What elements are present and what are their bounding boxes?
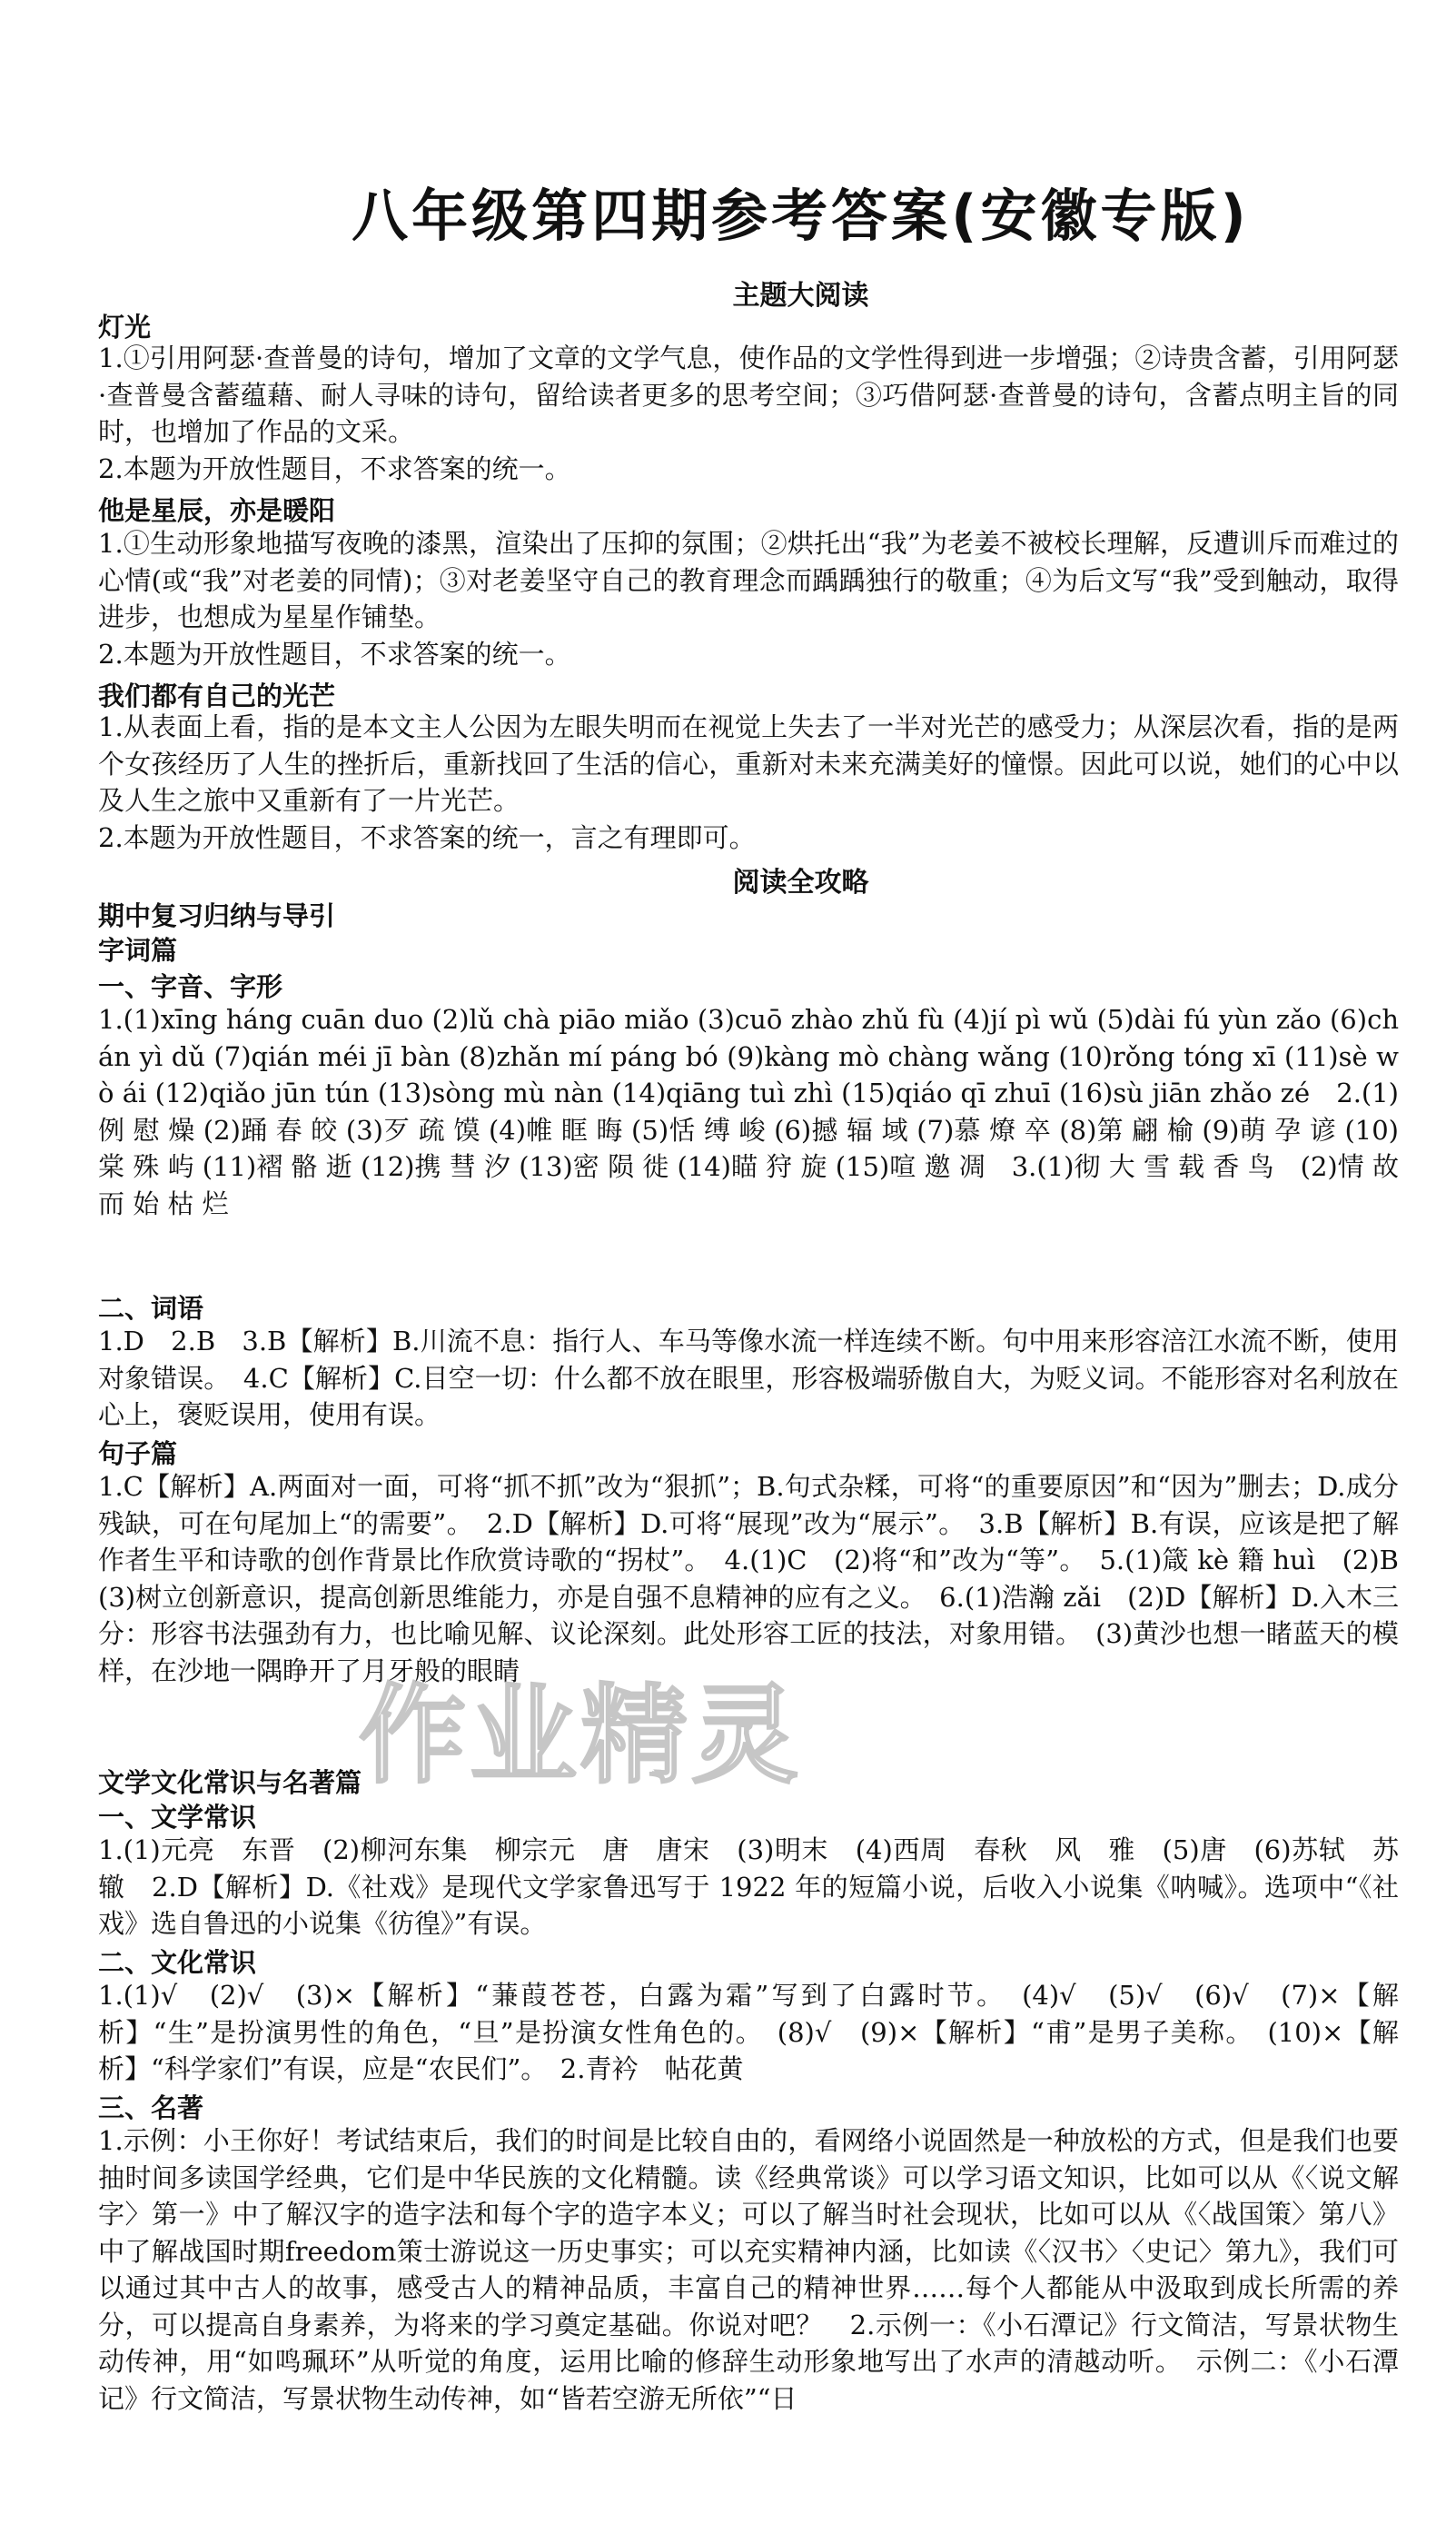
juzi-answers: 1.C【解析】A.两面对一面，可将“抓不抓”改为“狠抓”；B.句式杂糅，可将“的重要原因”和“因为”删去；D.成分残缺，可在句尾加上“的需要”。 2.D【解析】D.可将“展现”改为“展示”。 3.B【解析】B.有误，应该是把了解作者生平和诗歌的创作背景比作欣赏诗歌的“拐杖”。 4.(1)C (2)将“和”改为“等”。 5.(1)箴 kè 籍 huì (2)B (3)树立创新意识，提高创新思维能力，亦是自强不息精神的应有之义。 6.(1)浩瀚 zǎi (2)D【解析】D.入木三分：形容书法强劲有力，也比喻见解、议论深刻。此处形容工匠的技法，对象用错。 (3)黄沙也想一睹蓝天的模样，在沙地一隅睁开了月牙般的眼睛	[98, 1471, 1426, 1686]
article-2-answer-2: 2.本题为开放性题目，不求答案的统一。	[98, 639, 571, 670]
subsection-title-wenxue: 文学文化常识与名著篇	[98, 1767, 362, 1798]
article-1-answer-1: 1.①引用阿瑟·查普曼的诗句，增加了文章的文学气息，使作品的文学性得到进一步增强；②诗贵含蓄，引用阿瑟·查普曼含蓄蕴藉、耐人寻味的诗句，留给读者更多的思考空间；③巧借阿瑟·查普曼的诗句，含蓄点明主旨的同时，也增加了作品的文采。	[98, 343, 1399, 447]
heading-wenhua: 二、文化常识	[98, 1947, 257, 1978]
heading-ci: 二、词语	[98, 1293, 204, 1324]
subsection-title-midterm: 期中复习归纳与导引	[98, 900, 336, 931]
article-1-answer-2: 2.本题为开放性题目，不求答案的统一。	[98, 453, 571, 484]
mingzhu-answers: 1.示例：小王你好！考试结束后，我们的时间是比较自由的，看网络小说固然是一种放松的方式，但是我们也要抽时间多读国学经典，它们是中华民族的文化精髓。读《经典常谈》可以学习语文知识，比如可以从《〈说文解字〉第一》中了解汉字的造字法和每个字的造字本义；可以了解当时社会现状，比如可以从《〈战国策〉第八》中了解战国时期freedom策士游说这一历史事实；可以充实精神内涵，比如读《〈汉书〉〈史记〉第九》，我们可以通过其中古人的故事，感受古人的精神品质，丰富自己的精神世界……每个人都能从中汲取到成长所需的养分，可以提高自身素养，为将来的学习奠定基础。你说对吧？ 2.示例一：《小石潭记》行文简洁，写景状物生动传神，用“如鸣珮环”从听觉的角度，运用比喻的修辞生动形象地写出了水声的清越动听。 示例二：《小石潭记》行文简洁，写景状物生动传神，如“皆若空游无所依”“日	[98, 2125, 1399, 2414]
article-2-answer-1: 1.①生动形象地描写夜晚的漆黑，渲染出了压抑的氛围；②烘托出“我”为老姜不被校长理解，反遭训斥而难过的心情(或“我”对老姜的同情)；③对老姜坚守自己的教育理念而踽踽独行的敬重；④为后文写“我”受到触动，取得进步，也想成为星星作铺垫。	[98, 528, 1399, 632]
section-heading-reading-strategy: 阅读全攻略	[732, 867, 869, 899]
article-title-1: 灯光	[98, 312, 152, 343]
ci-answers: 1.D 2.B 3.B【解析】B.川流不息：指行人、车马等像水流一样连续不断。句中用来形容涪江水流不断，使用对象错误。 4.C【解析】C.目空一切：什么都不放在眼里，形容极端骄傲自大，为贬义词。不能形容对名利放在心上，褒贬误用，使用有误。	[98, 1326, 1399, 1430]
section-heading-theme-reading: 主题大阅读	[732, 280, 869, 312]
watermark: 作业精灵	[359, 1673, 803, 1798]
zi-answers: 1.(1)xīng háng cuān duo (2)lǔ chà piāo miǎo (3)cuō zhào zhǔ fù (4)jí pì wǔ (5)dài fú yùn zǎo (6)chán yì dǔ (7)qián méi jī bàn (8)zhǎn mí páng bó (9)kàng mò chàng wǎng (10)rǒng tóng xī (11)sè wò ái (12)qiǎo jūn tún (13)sòng mù nàn (14)qiāng tuì zhì (15)qiáo qī zhuī (16)sù jiān zhǎo zé 2.(1)例 慰 燥 (2)踊 春 皎 (3)歹 疏 馍 (4)帷 眶 晦 (5)恬 缚 峻 (6)撼 辐 域 (7)慕 燎 卒 (8)第 翩 榆 (9)萌 孕 谚 (10)棠 殊 屿 (11)褶 骼 逝 (12)携 彗 汐 (13)密 陨 徙 (14)瞄 狩 旋 (15)喧 邀 凋 3.(1)彻 大 雪 载 香 鸟 (2)情 故 而 始 枯 烂	[98, 1004, 1399, 1219]
changshi-answers: 1.(1)元亮 东晋 (2)柳河东集 柳宗元 唐 唐宋 (3)明末 (4)西周 春秋 风 雅 (5)唐 (6)苏轼 苏辙 2.D【解析】D.《社戏》是现代文学家鲁迅写于 1922 年的短篇小说，后收入小说集《呐喊》。选项中“《社戏》选自鲁迅的小说集《彷徨》”有误。	[98, 1834, 1399, 1939]
subsection-title-juzi: 句子篇	[98, 1438, 178, 1469]
page-title: 八年级第四期参考答案(安徽专版)	[352, 183, 1250, 249]
heading-changshi: 一、文学常识	[98, 1802, 257, 1833]
article-title-3: 我们都有自己的光芒	[98, 681, 336, 711]
article-title-2: 他是星辰，亦是暖阳	[98, 495, 336, 526]
subsection-title-ciyu: 字词篇	[98, 935, 178, 966]
wenhua-answers: 1.(1)√ (2)√ (3)×【解析】“蒹葭苍苍，白露为霜”写到了白露时节。 (4)√ (5)√ (6)√ (7)×【解析】“生”是扮演男性的角色，“旦”是扮演女性角色的。 (8)√ (9)×【解析】“甫”是男子美称。 (10)×【解析】“科学家们”有误，应是“农民们”。 2.青衿 帖花黄	[98, 1980, 1399, 2084]
article-3-answer-1: 1.从表面上看，指的是本文主人公因为左眼失明而在视觉上失去了一半对光芒的感受力；从深层次看，指的是两个女孩经历了人生的挫折后，重新找回了生活的信心，重新对未来充满美好的憧憬。因此可以说，她们的心中以及人生之旅中又重新有了一片光芒。	[98, 711, 1399, 816]
article-3-answer-2: 2.本题为开放性题目，不求答案的统一，言之有理即可。	[98, 822, 756, 853]
heading-mingzhu: 三、名著	[98, 2092, 204, 2123]
heading-zi: 一、字音、字形	[98, 971, 283, 1002]
